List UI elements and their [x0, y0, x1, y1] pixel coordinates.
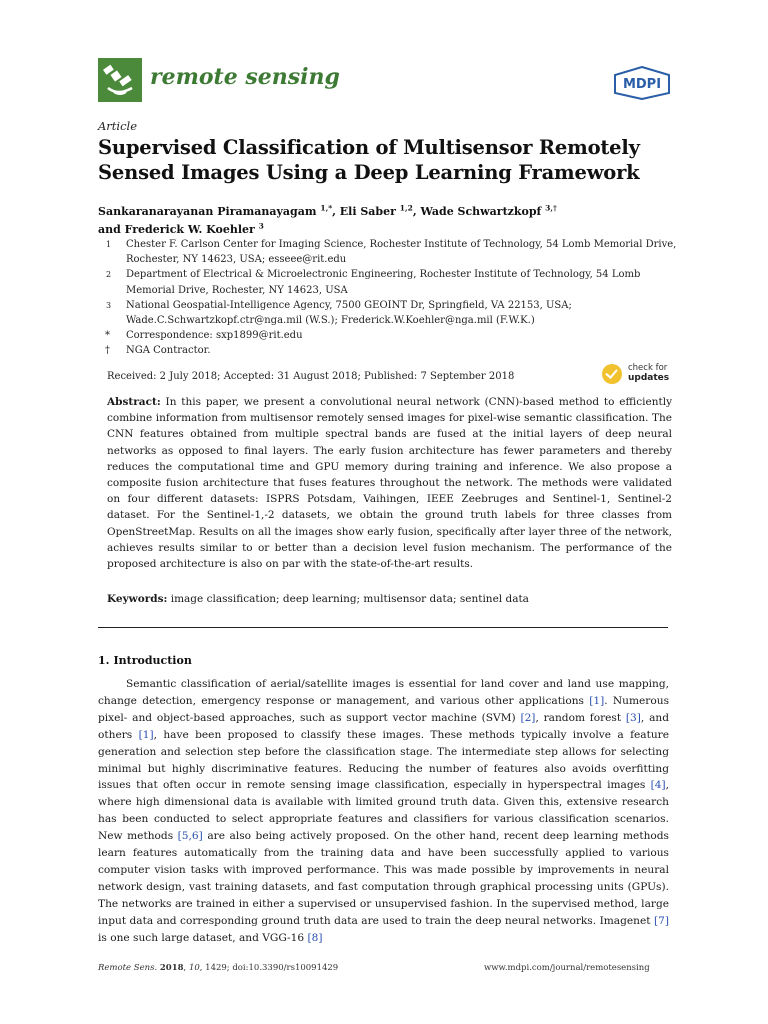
- citation-link[interactable]: [4]: [650, 779, 666, 792]
- body-text-run: are also being actively proposed. On the other hand, recent deep learning methods learn features automatically from the training data and have been successfully applied to various computer vision tasks with improved performance. This was made possible by improvements in neural network design, vast training datasets, and fast computation through graphical processing units (GPUs). The networks are trained in either a supervised or unsupervised fashion. In the supervised method, large input data and corresponding ground truth data are used to train the deep neural networks. Imagenet: [98, 830, 669, 927]
- citation-link[interactable]: [1]: [138, 728, 154, 741]
- author-affiliation-mark: 3,†: [545, 203, 557, 213]
- affiliation-item: [98, 237, 678, 267]
- affiliation-text: Department of Electrical & Microelectronic Engineering, Rochester Institute of Technology, 54 Lomb Memorial Drive, Rochester, NY 14623, USA: [126, 269, 641, 296]
- checkmark-icon: [602, 364, 622, 384]
- introduction-paragraph: [98, 676, 669, 947]
- affiliation-mark: 3: [106, 300, 112, 310]
- footer-journal-abbrev: Remote Sens.: [98, 963, 158, 973]
- body-text-run: is one such large dataset, and VGG-16: [98, 931, 308, 944]
- mdpi-logo-icon: [612, 66, 672, 100]
- publication-dates: Received: 2 July 2018; Accepted: 31 August 2018; Published: 7 September 2018: [107, 371, 515, 382]
- journal-name: remote sensing: [150, 64, 340, 90]
- footer-volume: 10: [188, 963, 200, 973]
- section-number: 1.: [98, 654, 110, 667]
- affiliation-text: Chester F. Carlson Center for Imaging Science, Rochester Institute of Technology, 54 Lomb Memorial Drive, Rochester, NY 14623, USA; esseee@rit.edu: [126, 239, 677, 266]
- keywords: [107, 593, 672, 605]
- author-affiliation-mark: 3: [258, 221, 264, 231]
- footer-doi: , 1429; doi:10.3390/rs10091429: [199, 963, 339, 973]
- affiliation-item: [98, 267, 678, 297]
- abstract-label: Abstract:: [107, 396, 161, 408]
- footer-year: 2018: [159, 963, 184, 973]
- affiliation-mark: 2: [106, 270, 112, 280]
- check-updates-line2: updates: [628, 373, 670, 383]
- affiliation-list: [98, 237, 678, 359]
- affiliation-text: NGA Contractor.: [126, 345, 211, 357]
- check-updates-line1: check for: [628, 363, 668, 373]
- author-affiliation-mark: 1,2: [399, 203, 413, 213]
- section-divider: [98, 627, 668, 628]
- affiliation-item: [98, 328, 678, 343]
- author-list: [98, 203, 678, 239]
- article-type: Article: [98, 119, 138, 133]
- publisher-label: MDPI: [622, 77, 662, 92]
- affiliation-text: Correspondence: sxp1899@rit.edu: [126, 330, 303, 342]
- body-text-run: , where high dimensional data is available with limited ground truth data. Given this, extensive research has been conducted to select appropriate features and classifiers for various classification scenarios. New methods: [98, 779, 669, 843]
- check-for-updates-badge[interactable]: [602, 362, 674, 386]
- body-text-run: . Numerous pixel- and object-based approaches, such as support vector machine (SVM): [98, 694, 670, 724]
- section-heading: [98, 654, 192, 667]
- author-affiliation-mark: 1,*: [320, 203, 333, 213]
- section-title: Introduction: [113, 654, 192, 667]
- affiliation-mark: †: [105, 345, 110, 357]
- affiliation-item: [98, 298, 678, 328]
- citation-link[interactable]: [1]: [589, 694, 605, 707]
- citation-link[interactable]: [7]: [653, 914, 669, 927]
- body-text-run: , have been proposed to classify these images. These methods typically involve a feature generation and selection step before the classification stage. The intermediate step allows for selecting minimal but highly discriminative features. Reducing the number of features also avoids overfitting issues that often occur in remote sensing image classification, especially in hyperspectral images: [98, 728, 669, 792]
- body-text-run: , random forest: [535, 711, 626, 724]
- body-text-run: , and others: [98, 711, 669, 741]
- footer-journal-url[interactable]: www.mdpi.com/journal/remotesensing: [484, 963, 650, 973]
- citation-link[interactable]: [2]: [520, 711, 536, 724]
- citation-link[interactable]: [8]: [307, 931, 323, 944]
- affiliation-text: National Geospatial-Intelligence Agency, 7500 GEOINT Dr, Springfield, VA 22153, USA; Wade.C.Schwartzkopf.ctr@nga.mil (W.S.); Frederick.W.Koehler@nga.mil (F.W.K.): [126, 299, 572, 327]
- affiliation-mark: 1: [106, 240, 112, 249]
- abstract-text: In this paper, we present a convolutional neural network (CNN)-based method to efficiently combine information from multisensor remotely sensed images for pixel-wise semantic classification. The CNN features obtained from multiple spectral bands are fused at the initial layers of deep neural networks as opposed to final layers. The early fusion architecture has fewer parameters and thereby reduces the computational time and GPU memory during training and inference. We also propose a composite fusion architecture that fuses features throughout the network. The methods were validated on four different datasets: ISPRS Potsdam, Vaihingen, IEEE Zeebruges and Sentinel-1, Sentinel-2 dataset. For the Sentinel-1,-2 datasets, we obtain the ground truth labels for three classes from OpenStreetMap. Results on all the images show early fusion, specifically after layer three of the network, achieves results similar to or better than a decision level fusion mechanism. The performance of the proposed architecture is also on par with the state-of-the-art results.: [107, 396, 672, 571]
- keywords-label: Keywords:: [107, 593, 168, 605]
- abstract: [107, 394, 672, 572]
- citation-link[interactable]: [5,6]: [177, 830, 203, 843]
- paper-title: Supervised Classification of Multisensor Remotely Sensed Images Using a Deep Learning Framework: [98, 136, 640, 184]
- author-name: , Wade Schwartzkopf: [412, 205, 542, 218]
- author-name: , Eli Saber: [332, 205, 396, 218]
- affiliation-mark: *: [105, 330, 110, 342]
- author-name: and Frederick W. Koehler: [98, 223, 255, 236]
- footer-citation: Remote Sens. 2018, 10, 1429; doi:10.3390/rs10091429: [98, 963, 339, 973]
- satellite-logo-icon: [98, 58, 142, 102]
- body-text-run: Semantic classification of aerial/satellite images is essential for land cover and land use mapping, change detection, emergency response or management, and various other applications: [98, 678, 669, 707]
- keywords-text: image classification; deep learning; multisensor data; sentinel data: [170, 593, 529, 605]
- affiliation-item: [98, 343, 678, 358]
- author-name: Sankaranarayanan Piramanayagam: [98, 205, 317, 218]
- citation-link[interactable]: [3]: [625, 711, 641, 724]
